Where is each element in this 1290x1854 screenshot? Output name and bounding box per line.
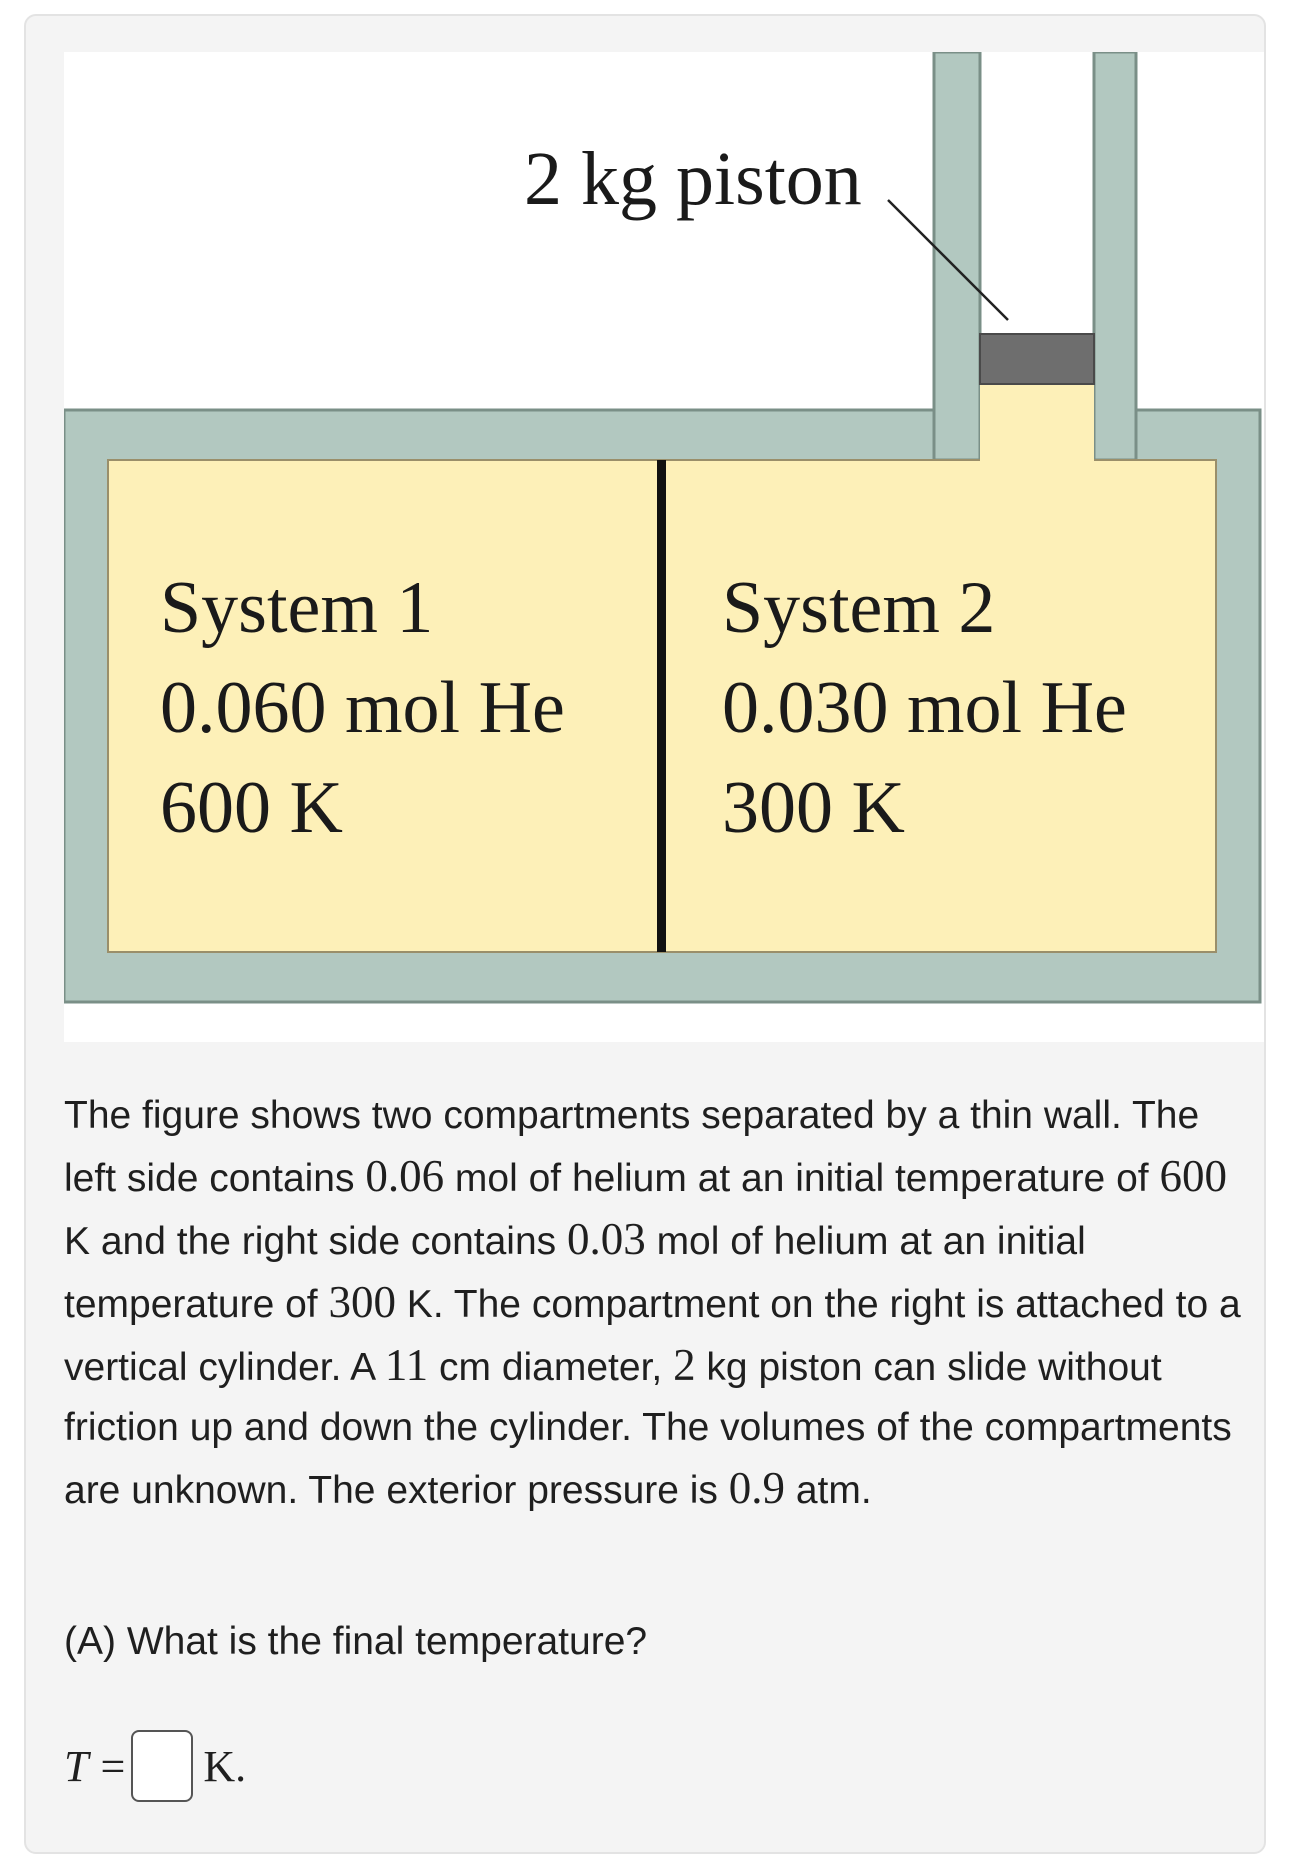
left-temperature-value: 600 bbox=[1159, 1151, 1227, 1201]
problem-text: cm diameter, bbox=[428, 1346, 674, 1389]
equals-sign: = bbox=[100, 1741, 126, 1791]
problem-text: atm. bbox=[785, 1469, 872, 1512]
system1-temperature: 600 K bbox=[160, 767, 343, 849]
system2-amount: 0.030 mol He bbox=[722, 667, 1127, 749]
problem-text: K. The compartment on the right is attached to a vertical cylinder. A bbox=[64, 1283, 1241, 1389]
system1-title: System 1 bbox=[160, 567, 434, 649]
right-temperature-value: 300 bbox=[328, 1277, 396, 1327]
cylinder-left-wall bbox=[934, 52, 980, 460]
problem-text: mol of helium at an initial temperature of bbox=[64, 1220, 1086, 1326]
system2-temperature: 300 K bbox=[722, 767, 905, 849]
compartment-figure bbox=[64, 52, 1264, 1042]
right-moles-value: 0.03 bbox=[566, 1214, 646, 1264]
problem-text: K and the right side contains bbox=[64, 1220, 567, 1263]
problem-text: The figure shows two compartments separated by a thin wall. The left side contains bbox=[64, 1094, 1200, 1200]
exterior-pressure-value: 0.9 bbox=[728, 1463, 786, 1513]
system2-title: System 2 bbox=[722, 567, 996, 649]
piston-diameter-value: 11 bbox=[384, 1340, 429, 1390]
answer-variable: T bbox=[64, 1741, 89, 1791]
cylinder-right-wall bbox=[1094, 52, 1136, 460]
system1-amount: 0.060 mol He bbox=[160, 667, 565, 749]
cylinder-gas bbox=[980, 382, 1094, 462]
left-moles-value: 0.06 bbox=[365, 1151, 445, 1201]
answer-row bbox=[64, 1726, 246, 1806]
piston-mass-value: 2 bbox=[673, 1340, 696, 1390]
problem-statement bbox=[64, 1086, 1244, 1521]
piston bbox=[980, 334, 1094, 384]
answer-unit: K. bbox=[203, 1741, 247, 1791]
piston-label: 2 kg piston bbox=[524, 137, 862, 221]
problem-text: mol of helium at an initial temperature of bbox=[444, 1157, 1160, 1200]
question-a: (A) What is the final temperature? bbox=[64, 1620, 648, 1663]
separator-wall bbox=[657, 460, 666, 952]
problem-text: kg piston can slide without friction up and down the cylinder. The volumes of the compartments are unknown. The exterior pressure is bbox=[64, 1346, 1232, 1512]
temperature-answer-input[interactable] bbox=[131, 1730, 193, 1802]
